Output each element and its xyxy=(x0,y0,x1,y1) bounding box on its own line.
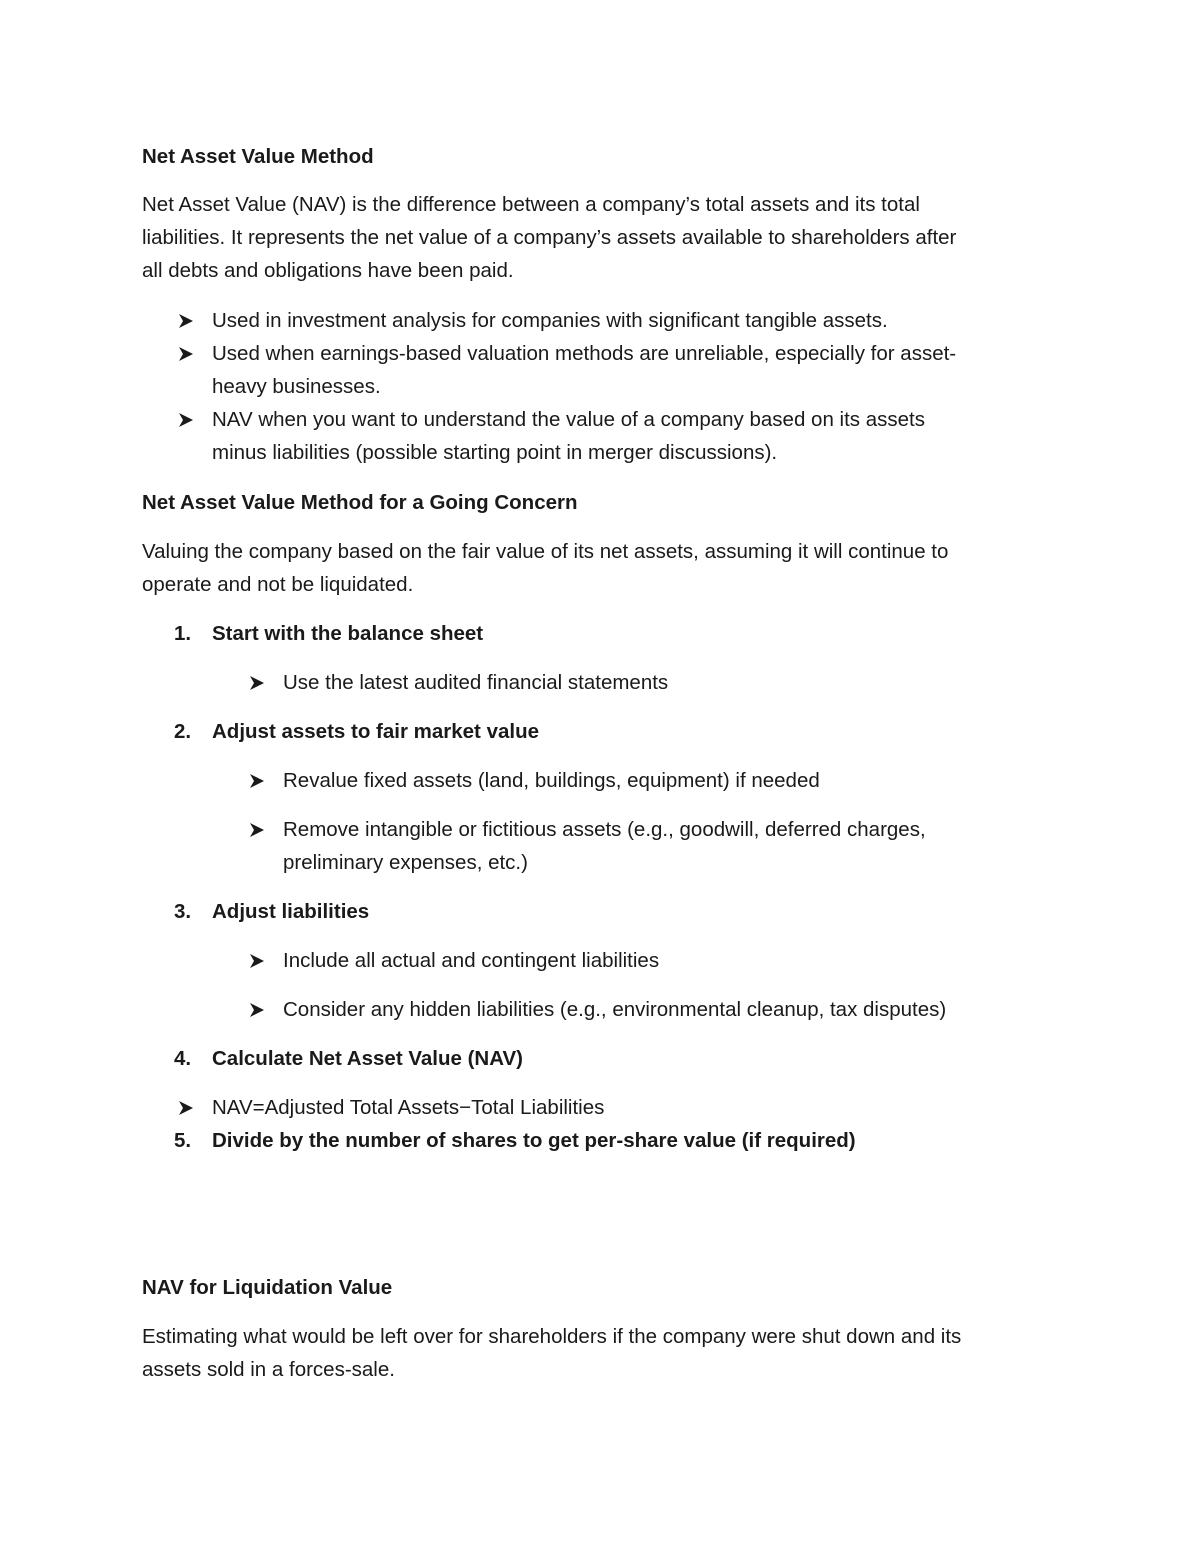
step-number: 2. xyxy=(174,720,192,743)
text-line: Remove intangible or fictitious assets (e.g., goodwill, deferred charges, xyxy=(283,818,926,841)
text-line: NAV when you want to understand the value of a company based on its assets xyxy=(212,408,925,431)
text-line: liabilities. It represents the net value of a company’s assets available to shareholders after xyxy=(142,226,957,249)
list-item xyxy=(283,666,668,699)
text-line: Consider any hidden liabilities (e.g., environmental cleanup, tax disputes) xyxy=(283,998,947,1021)
step-number: 1. xyxy=(174,622,192,645)
section-paragraph xyxy=(142,188,1062,287)
text-line: all debts and obligations have been paid. xyxy=(142,259,514,282)
arrowhead-bullet-icon xyxy=(248,772,266,790)
section-paragraph xyxy=(142,535,1062,601)
section-heading: Net Asset Value Method xyxy=(142,145,374,168)
step-number: 4. xyxy=(174,1047,192,1070)
section-heading: Net Asset Value Method for a Going Concern xyxy=(142,491,578,514)
list-item xyxy=(212,1091,604,1124)
step-number: 3. xyxy=(174,900,192,923)
arrowhead-bullet-icon xyxy=(248,952,266,970)
list-item xyxy=(283,764,820,797)
arrowhead-bullet-icon xyxy=(248,674,266,692)
step-title: Adjust assets to fair market value xyxy=(212,720,539,743)
list-item xyxy=(212,304,888,337)
arrowhead-bullet-icon xyxy=(177,1099,195,1117)
step-title: Calculate Net Asset Value (NAV) xyxy=(212,1047,524,1070)
text-line: Net Asset Value (NAV) is the difference between a company’s total assets and its total xyxy=(142,193,920,216)
section-heading: NAV for Liquidation Value xyxy=(142,1276,393,1299)
section-paragraph xyxy=(142,1320,1062,1386)
text-line: Used in investment analysis for companies with significant tangible assets. xyxy=(212,309,888,332)
text-line: Estimating what would be left over for shareholders if the company were shut down and its xyxy=(142,1325,962,1348)
step-number: 5. xyxy=(174,1129,192,1152)
text-line: Used when earnings-based valuation methods are unreliable, especially for asset- xyxy=(212,342,957,365)
text-line: minus liabilities (possible starting point in merger discussions). xyxy=(212,441,778,464)
arrowhead-bullet-icon xyxy=(177,345,195,363)
arrowhead-bullet-icon xyxy=(248,821,266,839)
text-line: operate and not be liquidated. xyxy=(142,573,414,596)
step-title: Divide by the number of shares to get per-share value (if required) xyxy=(212,1129,856,1152)
arrowhead-bullet-icon xyxy=(248,1001,266,1019)
list-item xyxy=(212,403,925,469)
arrowhead-bullet-icon xyxy=(177,411,195,429)
text-line: Use the latest audited financial statements xyxy=(283,671,669,694)
list-item xyxy=(212,337,956,403)
text-line: assets sold in a forces-sale. xyxy=(142,1358,395,1381)
text-line: NAV=Adjusted Total Assets−Total Liabilities xyxy=(212,1096,605,1119)
arrowhead-bullet-icon xyxy=(177,312,195,330)
text-line: preliminary expenses, etc.) xyxy=(283,851,528,874)
list-item xyxy=(283,813,926,879)
step-title: Start with the balance sheet xyxy=(212,622,484,645)
text-line: Revalue fixed assets (land, buildings, equipment) if needed xyxy=(283,769,820,792)
list-item xyxy=(283,993,946,1026)
text-line: heavy businesses. xyxy=(212,375,381,398)
text-line: Valuing the company based on the fair value of its net assets, assuming it will continue to xyxy=(142,540,949,563)
text-line: Include all actual and contingent liabilities xyxy=(283,949,660,972)
step-title: Adjust liabilities xyxy=(212,900,370,923)
list-item xyxy=(283,944,659,977)
